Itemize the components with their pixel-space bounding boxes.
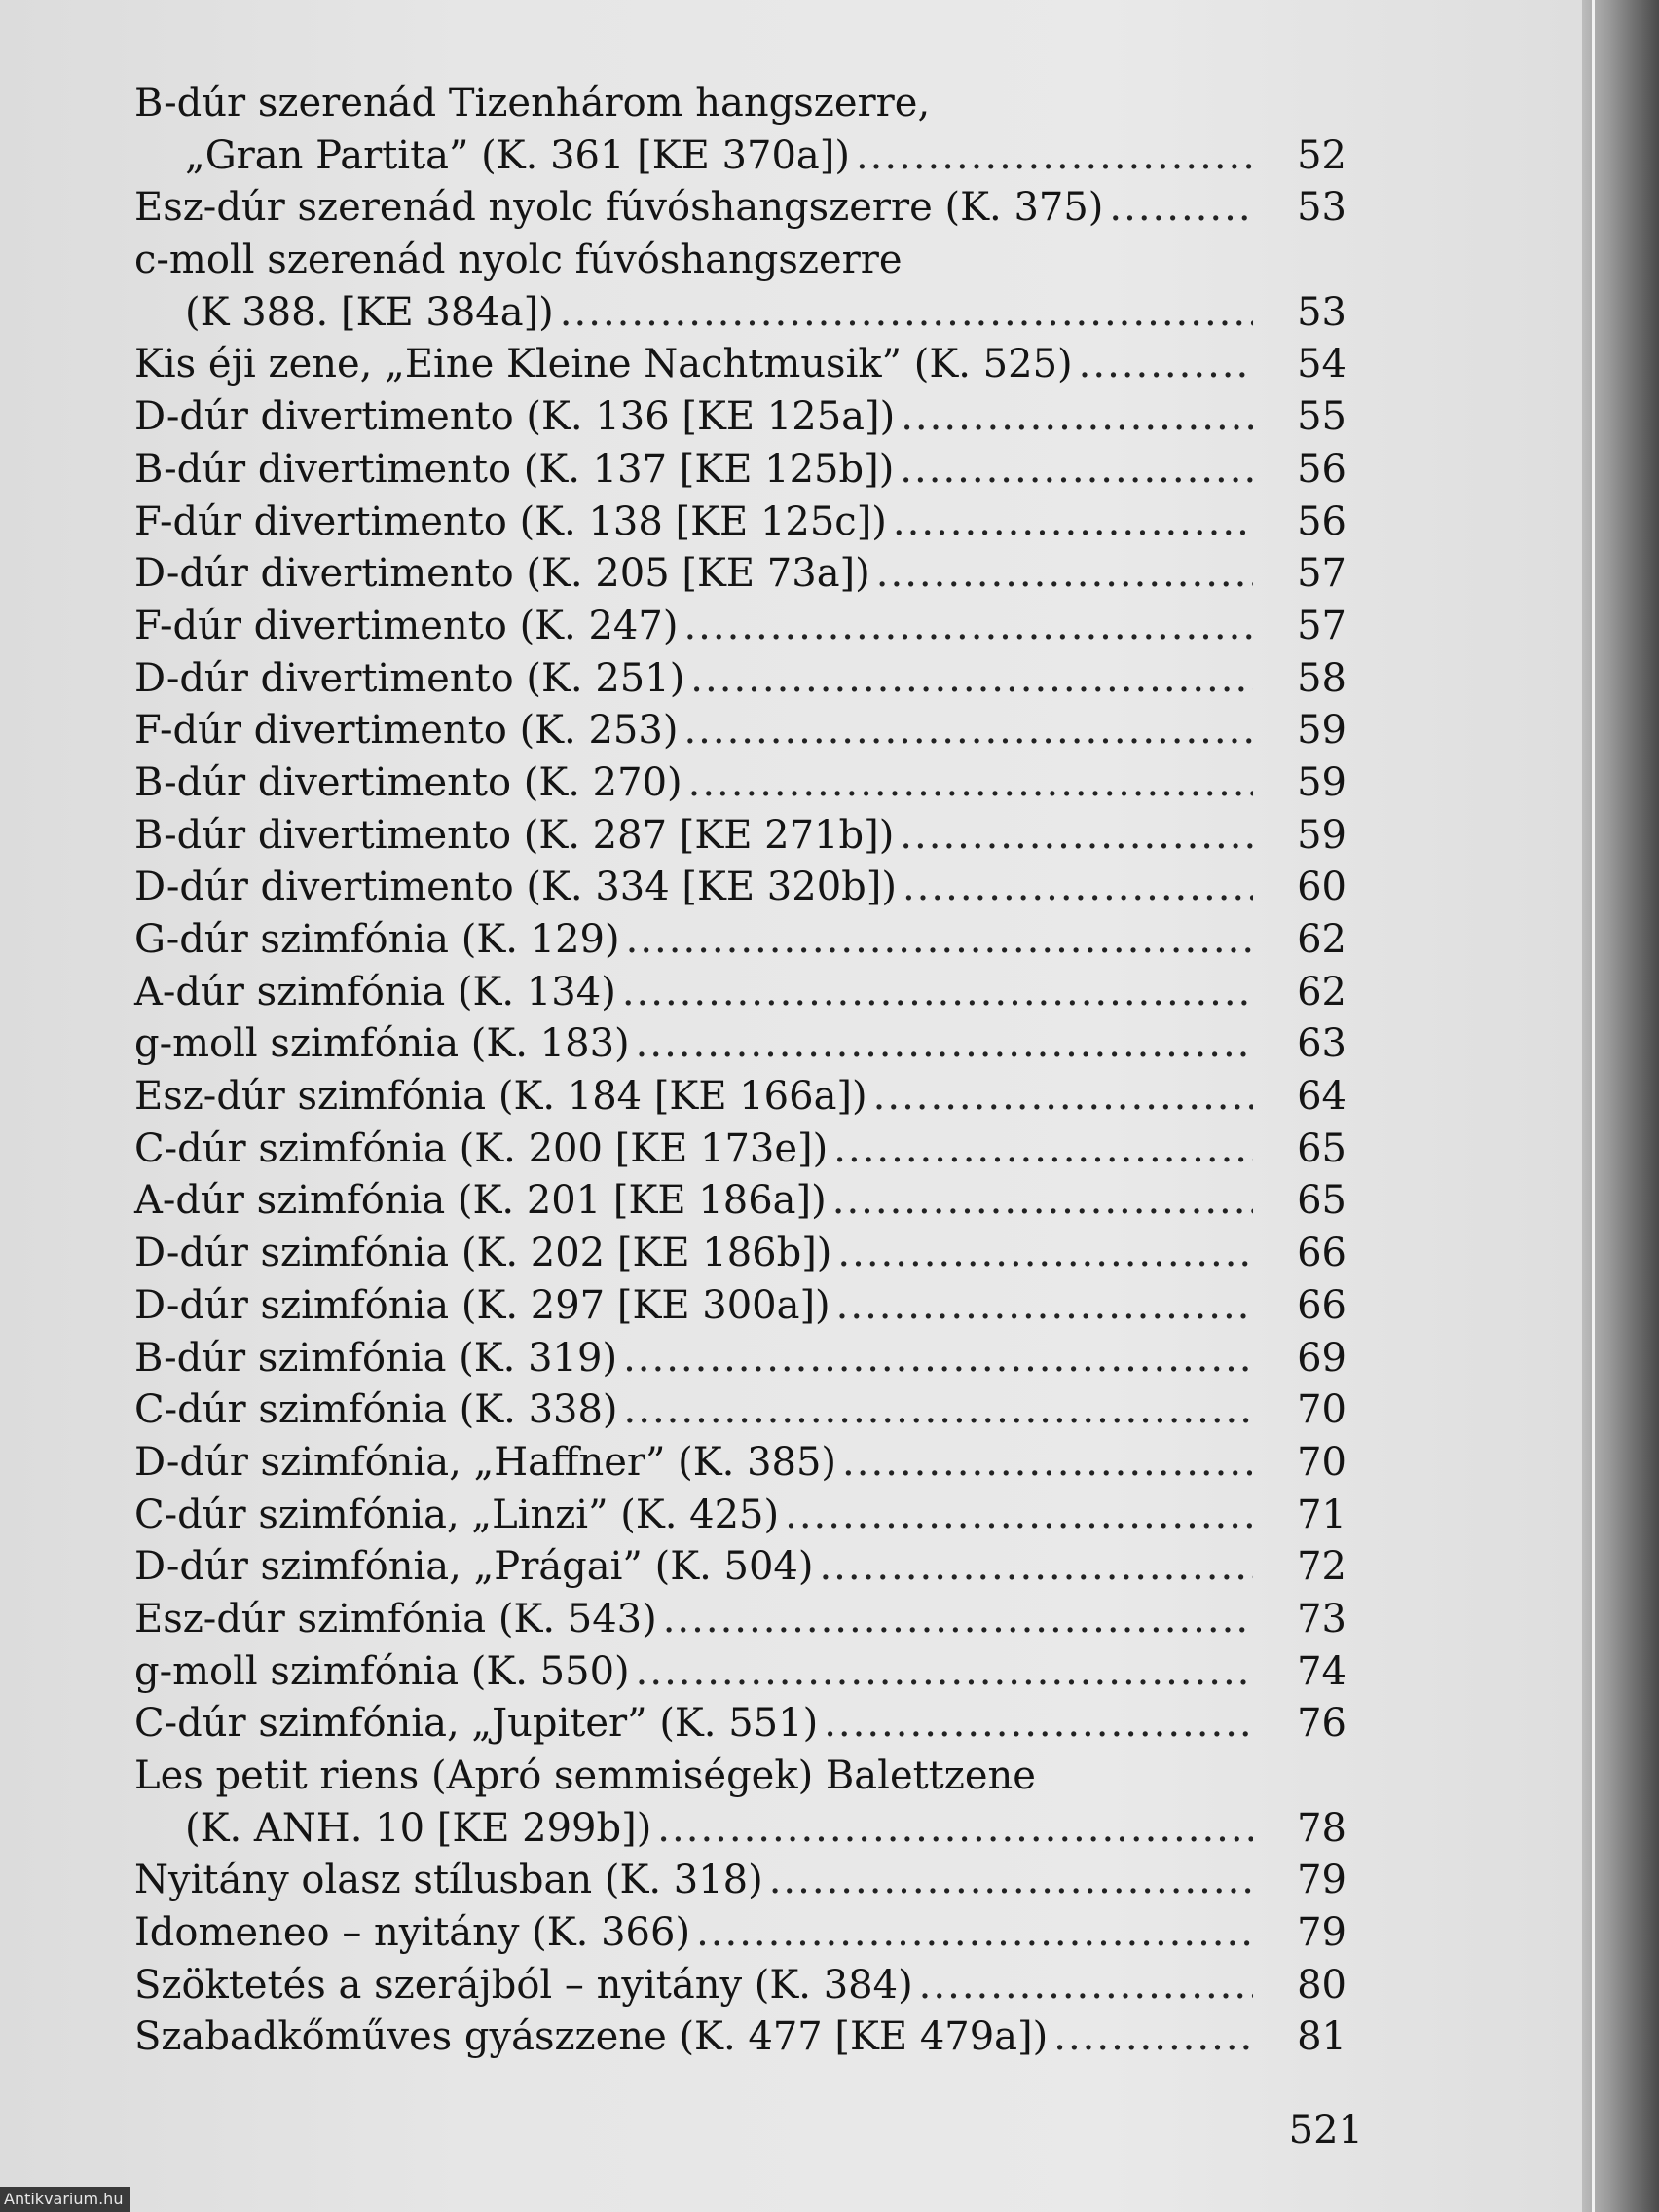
toc-entry: [134, 810, 1346, 863]
toc-entry: [134, 130, 1346, 183]
toc-entry-page: 64: [1297, 1074, 1346, 1120]
toc-entry-title: B-dúr divertimento (K. 270): [134, 759, 682, 805]
dot-leader: [901, 391, 1253, 444]
toc-entry-page: 79: [1297, 1858, 1346, 1903]
toc-entry-title: Esz-dúr szimfónia (K. 184 [KE 166a]): [134, 1074, 867, 1120]
dot-leader: [842, 1437, 1253, 1490]
toc-entry-title: Esz-dúr szerenád nyolc fúvóshangszerre (K. 375): [134, 185, 1104, 231]
table-of-contents: [134, 78, 1346, 2064]
toc-entry-title: B-dúr szerenád Tizenhárom hangszerre,: [134, 81, 931, 126]
dot-leader: [856, 130, 1253, 183]
page-number: 521: [1288, 2108, 1363, 2153]
book-spine: [1582, 0, 1659, 2212]
toc-entry: [134, 1018, 1346, 1071]
toc-entry-page: 71: [1297, 1492, 1346, 1537]
dot-leader: [1079, 339, 1253, 391]
toc-entry-title: D-dúr szimfónia (K. 297 [KE 300a]): [134, 1282, 830, 1328]
toc-entry: [134, 2011, 1346, 2064]
toc-entry-title: D-dúr szimfónia, „Prágai” (K. 504): [134, 1544, 814, 1590]
toc-entry: [134, 1280, 1346, 1333]
toc-entry: [134, 1490, 1346, 1542]
toc-entry: [134, 914, 1346, 967]
toc-entry-page: 56: [1297, 446, 1346, 492]
toc-entry-page: 81: [1297, 2014, 1346, 2060]
dot-leader: [560, 287, 1253, 340]
toc-entry: [134, 1071, 1346, 1124]
toc-entry-page: 55: [1297, 394, 1346, 440]
dot-leader: [785, 1490, 1253, 1542]
toc-entry-title: D-dúr divertimento (K. 334 [KE 320b]): [134, 865, 897, 910]
toc-entry-page: 57: [1297, 551, 1346, 597]
dot-leader: [622, 967, 1253, 1019]
dot-leader: [832, 1175, 1253, 1228]
toc-entry-page: 59: [1297, 708, 1346, 754]
toc-entry: [134, 497, 1346, 549]
toc-entry-title: Szöktetés a szerájból – nyitány (K. 384): [134, 1962, 913, 2008]
toc-entry-page: 70: [1297, 1439, 1346, 1485]
toc-entry-title: C-dúr szimfónia, „Jupiter” (K. 551): [134, 1701, 819, 1747]
toc-entry-page: 59: [1297, 812, 1346, 858]
toc-entry-page: 63: [1297, 1021, 1346, 1067]
toc-entry: [134, 757, 1346, 810]
toc-entry: [134, 235, 1346, 287]
toc-entry: [134, 339, 1346, 391]
toc-entry: [134, 1333, 1346, 1385]
toc-entry: [134, 1907, 1346, 1960]
toc-entry-title: D-dúr divertimento (K. 251): [134, 655, 685, 701]
toc-entry-page: 60: [1297, 865, 1346, 910]
toc-entry-title: B-dúr divertimento (K. 287 [KE 271b]): [134, 812, 895, 858]
toc-entry-title: D-dúr divertimento (K. 136 [KE 125a]): [134, 394, 896, 440]
dot-leader: [636, 1646, 1253, 1699]
toc-entry-title: g-moll szimfónia (K. 183): [134, 1021, 630, 1067]
toc-entry-page: 62: [1297, 969, 1346, 1014]
toc-entry-page: 58: [1297, 655, 1346, 701]
toc-entry-page: 56: [1297, 498, 1346, 544]
toc-entry: [134, 182, 1346, 235]
toc-entry-title: (K 388. [KE 384a]): [185, 289, 554, 335]
toc-entry-title: C-dúr szimfónia, „Linzi” (K. 425): [134, 1492, 780, 1537]
toc-entry-page: 72: [1297, 1544, 1346, 1590]
dot-leader: [696, 1907, 1253, 1960]
toc-entry: [134, 78, 1346, 130]
toc-entry: [134, 1228, 1346, 1280]
dot-leader: [837, 1228, 1253, 1280]
toc-entry-page: 59: [1297, 759, 1346, 805]
dot-leader: [624, 1384, 1253, 1437]
dot-leader: [683, 601, 1253, 653]
toc-entry-title: D-dúr szimfónia, „Haffner” (K. 385): [134, 1439, 837, 1485]
toc-entry-page: 62: [1297, 917, 1346, 962]
toc-entry: [134, 1698, 1346, 1751]
toc-entry-page: 53: [1297, 289, 1346, 335]
dot-leader: [900, 810, 1253, 863]
toc-entry-title: (K. ANH. 10 [KE 299b]): [185, 1805, 652, 1851]
toc-entry-page: 65: [1297, 1178, 1346, 1224]
toc-entry: [134, 862, 1346, 914]
toc-entry-title: C-dúr szimfónia (K. 200 [KE 173e]): [134, 1125, 829, 1171]
toc-entry-title: Nyitány olasz stílusban (K. 318): [134, 1858, 763, 1903]
toc-entry: [134, 1855, 1346, 1907]
toc-entry: [134, 1803, 1346, 1856]
dot-leader: [623, 1333, 1253, 1385]
toc-entry-title: D-dúr divertimento (K. 205 [KE 73a]): [134, 551, 870, 597]
toc-entry-title: Les petit riens (Apró semmiségek) Balettzene: [134, 1753, 1036, 1798]
dot-leader: [636, 1018, 1253, 1071]
toc-entry-page: 52: [1297, 132, 1346, 178]
dot-leader: [900, 444, 1253, 497]
dot-leader: [1053, 2011, 1253, 2064]
dot-leader: [626, 914, 1253, 967]
dot-leader: [690, 653, 1253, 706]
toc-entry-title: B-dúr szimfónia (K. 319): [134, 1335, 618, 1381]
dot-leader: [919, 1960, 1253, 2012]
dot-leader: [893, 497, 1253, 549]
toc-entry-title: Idomeneo – nyitány (K. 366): [134, 1910, 691, 1956]
toc-entry-title: F-dúr divertimento (K. 253): [134, 708, 679, 754]
toc-entry: [134, 444, 1346, 497]
toc-entry-title: D-dúr szimfónia (K. 202 [KE 186b]): [134, 1231, 832, 1276]
toc-entry-title: G-dúr szimfónia (K. 129): [134, 917, 620, 962]
dot-leader: [903, 862, 1253, 914]
toc-entry: [134, 391, 1346, 444]
toc-entry: [134, 1541, 1346, 1594]
dot-leader: [819, 1541, 1253, 1594]
watermark: Antikvarium.hu: [0, 2187, 130, 2212]
toc-entry-page: 80: [1297, 1962, 1346, 2008]
toc-entry: [134, 548, 1346, 601]
toc-entry-title: A-dúr szimfónia (K. 134): [134, 969, 616, 1014]
toc-entry-page: 78: [1297, 1805, 1346, 1851]
toc-entry: [134, 705, 1346, 757]
toc-entry: [134, 1751, 1346, 1803]
toc-entry: [134, 1384, 1346, 1437]
toc-entry-title: c-moll szerenád nyolc fúvóshangszerre: [134, 238, 903, 283]
toc-entry-page: 66: [1297, 1231, 1346, 1276]
toc-entry-title: C-dúr szimfónia (K. 338): [134, 1387, 618, 1433]
toc-entry: [134, 601, 1346, 653]
toc-entry: [134, 1175, 1346, 1228]
toc-entry-title: B-dúr divertimento (K. 137 [KE 125b]): [134, 446, 895, 492]
toc-entry-page: 53: [1297, 185, 1346, 231]
toc-entry-title: „Gran Partita” (K. 361 [KE 370a]): [185, 132, 850, 178]
toc-entry-title: Esz-dúr szimfónia (K. 543): [134, 1596, 657, 1641]
toc-entry: [134, 1960, 1346, 2012]
toc-entry-page: 73: [1297, 1596, 1346, 1641]
toc-entry-page: 57: [1297, 603, 1346, 648]
dot-leader: [824, 1698, 1253, 1751]
dot-leader: [657, 1803, 1253, 1856]
toc-entry-page: 54: [1297, 342, 1346, 387]
dot-leader: [833, 1124, 1253, 1176]
toc-entry-page: 65: [1297, 1125, 1346, 1171]
toc-entry-page: 74: [1297, 1648, 1346, 1694]
toc-entry: [134, 1437, 1346, 1490]
toc-entry-page: 66: [1297, 1282, 1346, 1328]
toc-entry-title: g-moll szimfónia (K. 550): [134, 1648, 630, 1694]
dot-leader: [683, 705, 1253, 757]
toc-entry-page: 79: [1297, 1910, 1346, 1956]
dot-leader: [1109, 182, 1253, 235]
toc-entry-page: 76: [1297, 1701, 1346, 1747]
toc-entry-page: 69: [1297, 1335, 1346, 1381]
dot-leader: [876, 548, 1253, 601]
toc-entry-title: F-dúr divertimento (K. 138 [KE 125c]): [134, 498, 887, 544]
toc-entry: [134, 1124, 1346, 1176]
dot-leader: [688, 757, 1253, 810]
dot-leader: [873, 1071, 1253, 1124]
toc-entry: [134, 1646, 1346, 1699]
toc-entry: [134, 287, 1346, 340]
toc-entry-page: 70: [1297, 1387, 1346, 1433]
toc-entry-title: F-dúr divertimento (K. 247): [134, 603, 679, 648]
toc-entry-title: Szabadkőműves gyászzene (K. 477 [KE 479a]): [134, 2014, 1049, 2060]
toc-entry: [134, 967, 1346, 1019]
toc-entry: [134, 1594, 1346, 1646]
dot-leader: [663, 1594, 1253, 1646]
toc-entry: [134, 653, 1346, 706]
dot-leader: [836, 1280, 1253, 1333]
toc-entry-title: Kis éji zene, „Eine Kleine Nachtmusik” (K. 525): [134, 342, 1073, 387]
toc-entry-title: A-dúr szimfónia (K. 201 [KE 186a]): [134, 1178, 827, 1224]
dot-leader: [769, 1855, 1253, 1907]
